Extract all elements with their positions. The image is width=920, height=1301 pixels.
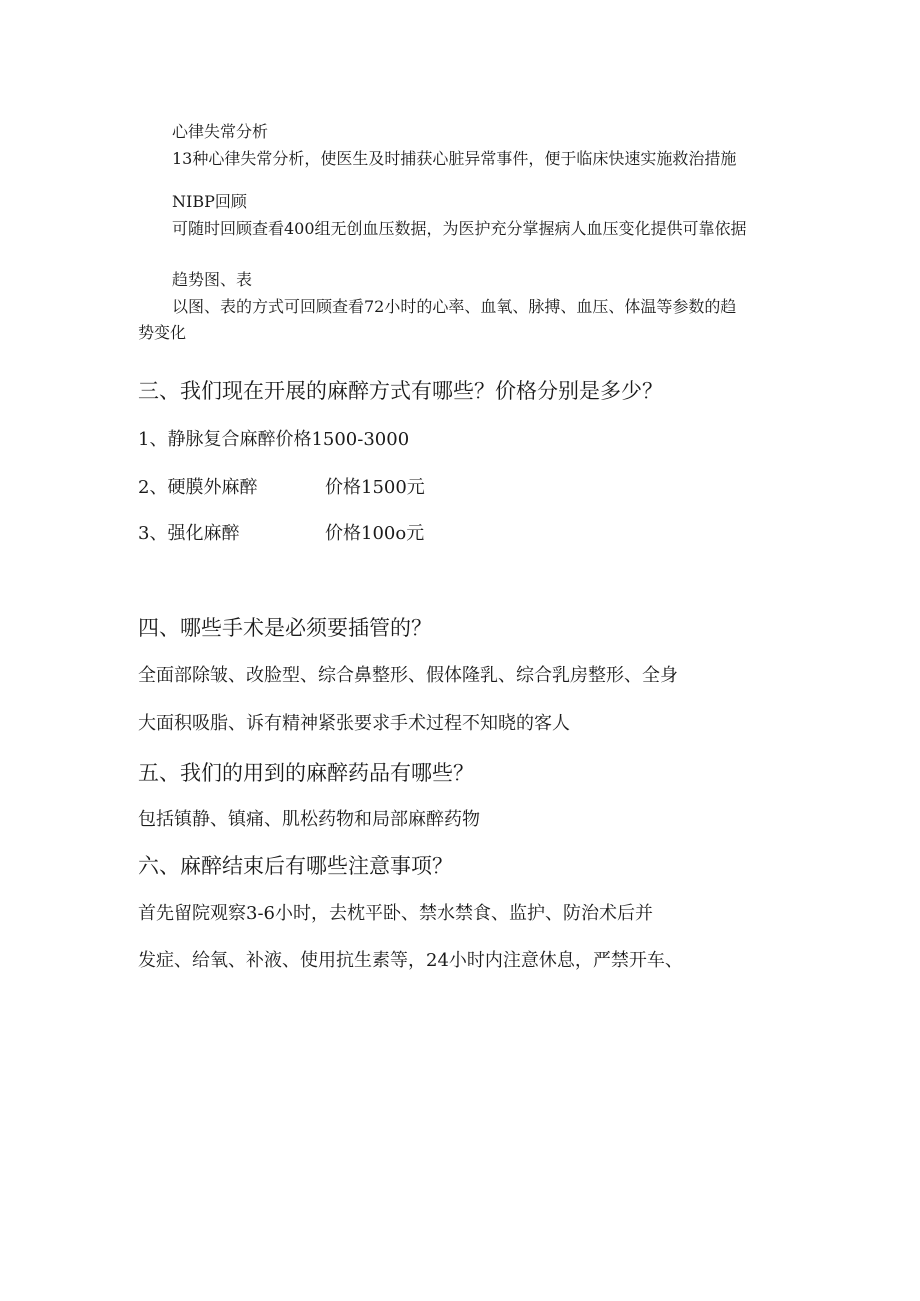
anesthesia-item-2-name: 2、硬膜外麻醉: [138, 477, 258, 498]
feature-desc-trend-line1: 以图、表的方式可回顾查看72小时的心率、血氧、脉搏、血压、体温等参数的趋: [172, 297, 737, 316]
section-3-heading: 三、我们现在开展的麻醉方式有哪些？价格分别是多少？: [138, 379, 663, 403]
anesthesia-item-2-price: 价格1500元: [325, 477, 425, 498]
feature-title-trend: 趋势图、表: [172, 270, 253, 289]
section-6-line-2: 发症、给氧、补液、使用抗生素等，24小时内注意休息，严禁开车、: [138, 950, 683, 971]
feature-title-nibp: NIBP回顾: [172, 192, 247, 211]
feature-desc-arrhythmia: 13种心律失常分析，使医生及时捕获心脏异常事件，便于临床快速实施救治措施: [172, 149, 737, 168]
anesthesia-item-3-name: 3、强化麻醉: [138, 523, 240, 544]
anesthesia-item-2: [138, 479, 458, 501]
feature-desc-trend-line2: 势变化: [138, 323, 187, 342]
anesthesia-item-1-name: 1、静脉复合麻醉价格1500-3000: [138, 429, 410, 450]
section-4-heading: 四、哪些手术是必须要插管的？: [138, 616, 432, 640]
feature-desc-nibp: 可随时回顾查看400组无创血压数据，为医护充分掌握病人血压变化提供可靠依据: [172, 219, 747, 238]
anesthesia-item-3-price: 价格100o元: [325, 523, 425, 544]
anesthesia-item-1: [138, 431, 409, 449]
section-5-heading: 五、我们的用到的麻醉药品有哪些？: [138, 761, 474, 785]
feature-title-arrhythmia: 心律失常分析: [172, 122, 269, 141]
anesthesia-item-3: [138, 525, 458, 547]
section-4-line-1: 全面部除皱、改脸型、综合鼻整形、假体隆乳、综合乳房整形、全身: [138, 665, 678, 686]
section-4-line-2: 大面积吸脂、诉有精神紧张要求手术过程不知晓的客人: [138, 713, 570, 734]
section-5-line-1: 包括镇静、镇痛、肌松药物和局部麻醉药物: [138, 809, 480, 830]
section-6-line-1: 首先留院观察3-6小时，去枕平卧、禁水禁食、监护、防治术后并: [138, 903, 653, 924]
section-6-heading: 六、麻醉结束后有哪些注意事项？: [138, 854, 453, 878]
